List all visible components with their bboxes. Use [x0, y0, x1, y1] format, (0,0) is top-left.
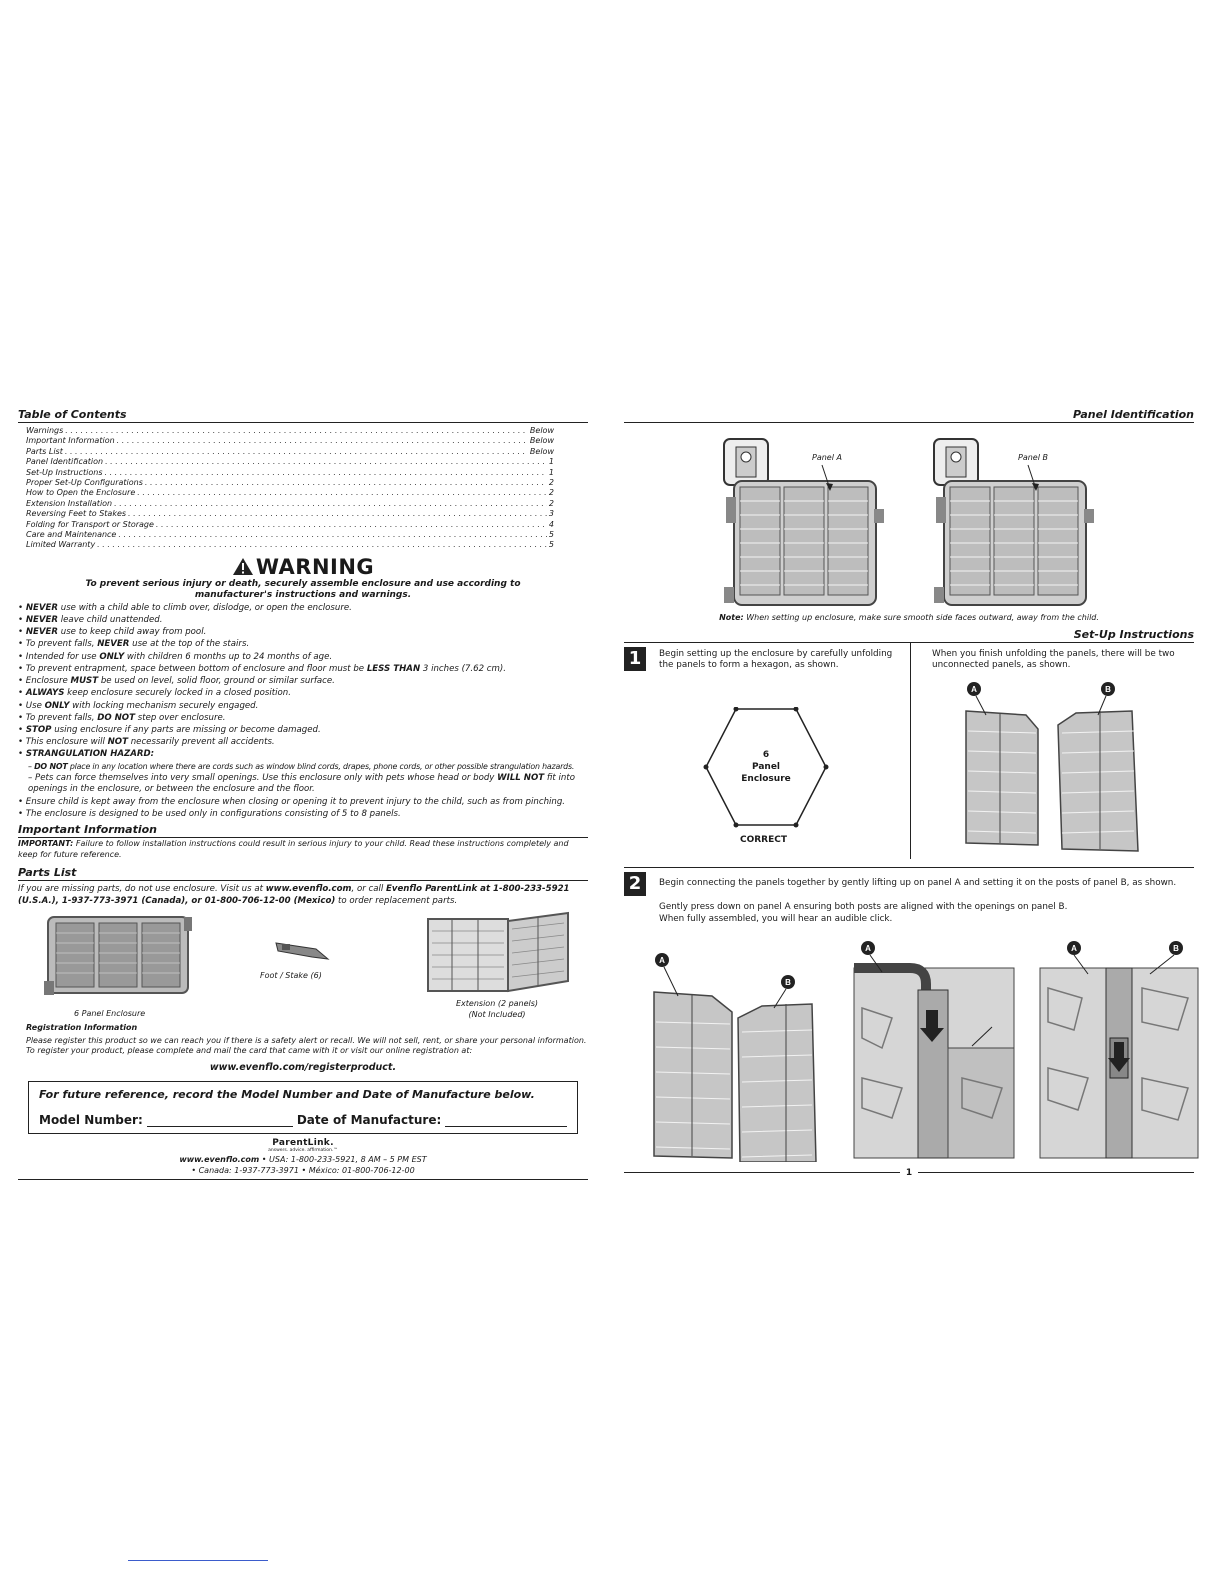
warning-item: • STRANGULATION HAZARD:: [18, 749, 155, 760]
date-of-manufacture-field[interactable]: [445, 1114, 567, 1127]
parts-title: Parts List: [18, 866, 588, 881]
model-number-label: Model Number:: [39, 1112, 143, 1127]
part-label-extension: Extension (2 panels) (Not Included): [456, 999, 539, 1019]
parentlink-logo: ParentLink. answers. advice. affirmation.™: [268, 1137, 338, 1153]
warning-item: • Use ONLY with locking mechanism securely engaged.: [18, 700, 259, 711]
left-page: [18, 408, 588, 1180]
six-panel-enclosure-image: [44, 913, 194, 999]
step-1-right-text: When you finish unfolding the panels, there will be two unconnected panels, as shown.: [932, 648, 1175, 670]
press-down-closeup-image: [852, 938, 1018, 1160]
svg-text:B: B: [785, 977, 791, 987]
warning-item: • STOP using enclosure if any parts are missing or become damaged.: [18, 724, 321, 735]
footer-contact: www.evenflo.com • USA: 1-800-233-5921, 8 AM – 5 PM EST • Canada: 1-937-773-3971 • México: 01-800-706-12-00: [179, 1154, 427, 1175]
warning-item: • Intended for use ONLY with children 6 months up to 24 months of age.: [18, 651, 333, 662]
hexagon-label: 6 Panel Enclosure: [741, 749, 791, 784]
svg-text:A: A: [659, 955, 665, 965]
setup-title: Set-Up Instructions: [624, 628, 1194, 643]
warning-item: • To prevent falls, DO NOT step over enclosure.: [18, 712, 226, 723]
panel-note: Note: When setting up enclosure, make sure smooth side faces outward, away from the child.: [719, 613, 1099, 622]
toc-item[interactable]: Reversing Feet to Stakes . . . 3: [18, 509, 588, 519]
warning-item: • To prevent entrapment, space between bottom of enclosure and floor must be LESS THAN 3 inches (7.62 cm).: [18, 663, 506, 674]
toc-item[interactable]: How to Open the Enclosure . . . 2: [18, 488, 588, 498]
page-number: 1: [905, 1167, 913, 1178]
svg-text:A: A: [1071, 943, 1077, 953]
warning-item: • The enclosure is designed to be used only in configurations consisting of 5 to 8 panels.: [18, 808, 401, 819]
panel-a-label: Panel A: [812, 453, 842, 462]
svg-text:A: A: [865, 943, 871, 953]
record-heading: For future reference, record the Model Number and Date of Manufacture below.: [39, 1087, 535, 1101]
toc-item[interactable]: Proper Set-Up Configurations . . . 2: [18, 478, 588, 488]
footer-url[interactable]: www.evenflo.com: [179, 1154, 260, 1164]
foot-stake-icon: [272, 937, 332, 965]
warning-item: • To prevent falls, NEVER use at the top of the stairs.: [18, 639, 250, 650]
step-2-number: 2: [624, 872, 646, 896]
step-1: [624, 643, 1194, 859]
toc-item[interactable]: Set-Up Instructions . . . 1: [18, 468, 588, 478]
toc-item[interactable]: Folding for Transport or Storage . . . 4: [18, 520, 588, 530]
extension-panels-image: [422, 911, 574, 997]
warning-item: • ALWAYS keep enclosure securely locked in a closed position.: [18, 688, 291, 699]
registration-text: Please register this product so we can reach you if there is a safety alert or recall. We will not sell, rent, or share your personal information. To register your product, please complete and mail the card that came with it or visit our online registration at:: [26, 1035, 587, 1056]
step-1-number: 1: [624, 647, 646, 671]
important-title: Important Information: [18, 823, 588, 838]
toc-title: Table of Contents: [18, 408, 588, 423]
toc-list: [18, 426, 588, 551]
parts-intro: If you are missing parts, do not use enclosure. Visit us at www.evenflo.com, or call Evenflo ParentLink at 1-800-233-5921 (U.S.A.), 1-937-773-3971 (Canada), or 01-800-706-12-00 (Mexico) to order replacement parts.: [18, 884, 570, 907]
step-2-line-3: When fully assembled, you will hear an audible click.: [659, 913, 893, 924]
warning-item: • This enclosure will NOT necessarily prevent all accidents.: [18, 737, 275, 748]
toc-item[interactable]: Limited Warranty . . . 5: [18, 540, 588, 550]
toc-item[interactable]: Panel Identification . . . 1: [18, 457, 588, 467]
model-number-field[interactable]: [147, 1114, 293, 1127]
part-label-stake: Foot / Stake (6): [260, 971, 322, 981]
step-2-line-2: Gently press down on panel A ensuring both posts are aligned with the openings on panel B.: [659, 901, 1068, 912]
panel-id-title: Panel Identification: [624, 408, 1194, 423]
parts-figures: [18, 911, 588, 1031]
svg-text:A: A: [971, 684, 977, 694]
hexagon-caption: CORRECT: [740, 834, 788, 845]
warning-triangle-icon: [232, 557, 254, 576]
register-link[interactable]: www.evenflo.com/registerproduct.: [209, 1061, 397, 1073]
warning-item: • NEVER leave child unattended.: [18, 615, 163, 626]
aligned-posts-closeup-image: [1038, 938, 1200, 1160]
toc-item[interactable]: Parts List . . . Below: [18, 447, 588, 457]
page-footer: [624, 1168, 1194, 1178]
right-page: [624, 408, 1194, 1178]
connect-panels-image: [652, 952, 844, 1162]
warning-subitem: – Pets can force themselves into very small openings. Use this enclosure only with pets whose head or body WILL NOT fit into openings in the enclosure, or between the enclosure and the floor.: [28, 772, 575, 795]
blue-rule: [128, 1560, 268, 1561]
evenflo-link[interactable]: www.evenflo.com: [265, 884, 352, 895]
step-1-text: Begin setting up the enclosure by carefully unfolding the panels to form a hexagon, as shown.: [659, 648, 893, 670]
svg-text:B: B: [1105, 684, 1111, 694]
panel-b-label: Panel B: [1018, 453, 1048, 462]
toc-item[interactable]: Extension Installation . . . 2: [18, 499, 588, 509]
date-of-manufacture-label: Date of Manufacture:: [296, 1112, 442, 1127]
part-label-enclosure: 6 Panel Enclosure: [74, 1009, 146, 1019]
step-1-divider: [910, 643, 911, 859]
toc-item[interactable]: Warnings . . . Below: [18, 426, 588, 436]
toc-item[interactable]: Important Information . . . Below: [18, 436, 588, 446]
record-box: [28, 1081, 578, 1134]
panel-a-image: [720, 437, 890, 609]
warning-list: [18, 602, 588, 820]
svg-text:B: B: [1173, 943, 1179, 953]
panel-a-pointer: [814, 463, 844, 493]
step-2: [624, 868, 1194, 1168]
important-text: IMPORTANT: Failure to follow installation instructions could result in serious injury to your child. Read these instructions completely and keep for future reference.: [18, 839, 569, 859]
left-bottom-rule: [18, 1179, 588, 1180]
panel-id-figures: [624, 423, 1194, 607]
warning-subitem: – DO NOT place in any location where there are cords such as window blind cords, drapes, phone cords, or other possible strangulation hazards.: [28, 761, 575, 771]
panel-b-image: [930, 437, 1100, 609]
unconnected-panels-image: [962, 681, 1146, 853]
warning-item: • NEVER use with a child able to climb over, dislodge, or open the enclosure.: [18, 602, 352, 613]
warning-heading: WARNING: [18, 555, 588, 579]
warning-item: • Enclosure MUST be used on level, solid floor, ground or similar surface.: [18, 676, 335, 687]
toc-item[interactable]: Care and Maintenance . . . 5: [18, 530, 588, 540]
panel-b-pointer: [1020, 463, 1050, 493]
step-2-line-1: Begin connecting the panels together by gently lifting up on panel A and setting it on the posts of panel B, as shown.: [659, 877, 1177, 888]
warning-item: • NEVER use to keep child away from pool.: [18, 627, 207, 638]
registration-title: Registration Information: [26, 1023, 138, 1033]
record-fields: [39, 1113, 567, 1127]
warning-subheading: To prevent serious injury or death, securely assemble enclosure and use according to manufacturer's instructions and warnings.: [85, 578, 521, 600]
warning-item: • Ensure child is kept away from the enclosure when closing or opening it to prevent injury to the child, such as from pinching.: [18, 796, 566, 807]
